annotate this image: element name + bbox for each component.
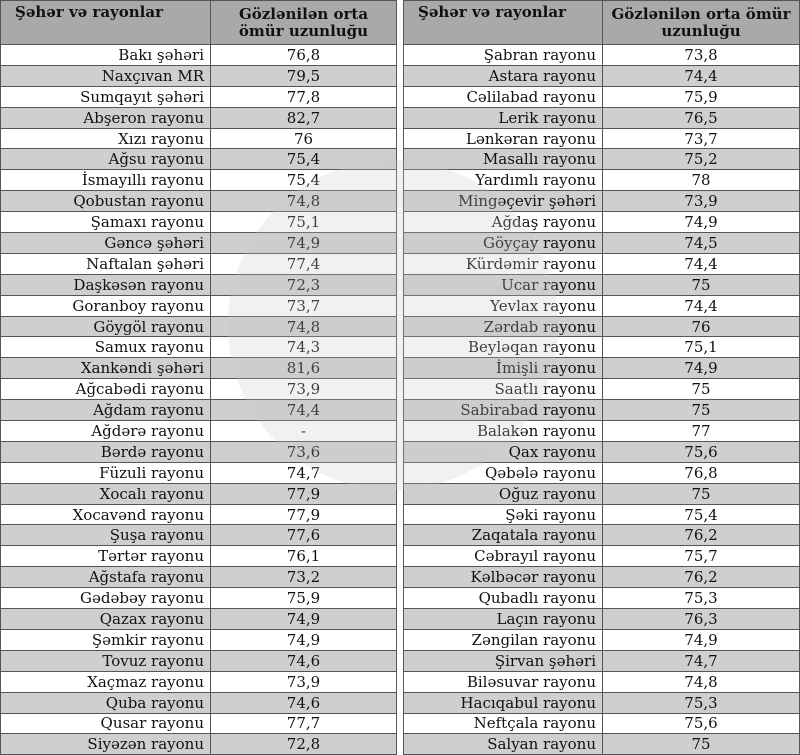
table-row: [1, 358, 397, 379]
region-name: Hacıqabul rayonu: [404, 692, 603, 713]
table-row: [1, 45, 397, 66]
region-name: Qubadlı rayonu: [404, 588, 603, 609]
table-row: [1, 212, 397, 233]
table-row: [1, 170, 397, 191]
region-name: Tovuz rayonu: [1, 650, 211, 671]
table-row: [404, 734, 800, 755]
table-row: [1, 650, 397, 671]
table-row: [1, 274, 397, 295]
region-name: Qazax rayonu: [1, 609, 211, 630]
region-name: Saatlı rayonu: [404, 379, 603, 400]
life-expectancy-value: 74,9: [211, 629, 397, 650]
table-row: [1, 546, 397, 567]
life-expectancy-value: 76: [211, 128, 397, 149]
region-name: Goranboy rayonu: [1, 295, 211, 316]
life-expectancy-value: 74,4: [603, 65, 800, 86]
region-name: Qobustan rayonu: [1, 191, 211, 212]
life-expectancy-value: 72,8: [211, 734, 397, 755]
region-name: Ucar rayonu: [404, 274, 603, 295]
life-expectancy-value: 77,7: [211, 713, 397, 734]
life-expectancy-value: 76,8: [211, 45, 397, 66]
life-expectancy-value: 74,8: [211, 316, 397, 337]
life-expectancy-table-right: [403, 0, 800, 755]
region-name: Qusar rayonu: [1, 713, 211, 734]
header-region: Şəhər və rayonlar: [1, 1, 211, 45]
life-expectancy-value: 75: [603, 400, 800, 421]
header-region: Şəhər və rayonlar: [404, 1, 603, 45]
table-row: [1, 295, 397, 316]
header-life-expectancy: Gözlənilən orta ömür uzunluğu: [211, 1, 397, 45]
life-expectancy-value: 75,6: [603, 441, 800, 462]
life-expectancy-value: 75: [603, 483, 800, 504]
table-row: [404, 337, 800, 358]
region-name: Tərtər rayonu: [1, 546, 211, 567]
table-row: [1, 400, 397, 421]
table-row: [404, 609, 800, 630]
life-expectancy-value: 75,6: [603, 713, 800, 734]
region-name: Naftalan şəhəri: [1, 253, 211, 274]
life-expectancy-value: 73,9: [211, 379, 397, 400]
table-row: [404, 233, 800, 254]
table-row: [1, 588, 397, 609]
table-row: [1, 609, 397, 630]
region-name: Zəngilan rayonu: [404, 629, 603, 650]
header-life-expectancy: Gözlənilən orta ömür uzunluğu: [603, 1, 800, 45]
region-name: Göyçay rayonu: [404, 233, 603, 254]
region-name: Gəncə şəhəri: [1, 233, 211, 254]
life-expectancy-value: 77: [603, 421, 800, 442]
table-row: [404, 358, 800, 379]
table-row: [1, 734, 397, 755]
table-row: [404, 671, 800, 692]
life-expectancy-value: 74,9: [603, 629, 800, 650]
region-name: Sabirabad rayonu: [404, 400, 603, 421]
table-row: [1, 525, 397, 546]
life-expectancy-value: 74,6: [211, 650, 397, 671]
table-row: [404, 212, 800, 233]
region-name: Mingəçevir şəhəri: [404, 191, 603, 212]
life-expectancy-value: 75,4: [211, 170, 397, 191]
region-name: Biləsuvar rayonu: [404, 671, 603, 692]
table-row: [1, 692, 397, 713]
region-name: Xaçmaz rayonu: [1, 671, 211, 692]
region-name: Şəki rayonu: [404, 504, 603, 525]
table-row: [404, 692, 800, 713]
table-row: [404, 274, 800, 295]
region-name: Xocavənd rayonu: [1, 504, 211, 525]
life-expectancy-value: 74,8: [603, 671, 800, 692]
region-name: Şabran rayonu: [404, 45, 603, 66]
table-row: [404, 400, 800, 421]
life-expectancy-value: 76,5: [603, 107, 800, 128]
life-expectancy-value: 74,9: [211, 609, 397, 630]
table-row: [404, 86, 800, 107]
region-name: Şirvan şəhəri: [404, 650, 603, 671]
table-row: [404, 650, 800, 671]
region-name: Siyəzən rayonu: [1, 734, 211, 755]
table-row: [404, 546, 800, 567]
table-row: [1, 379, 397, 400]
region-name: Bakı şəhəri: [1, 45, 211, 66]
region-name: Qəbələ rayonu: [404, 462, 603, 483]
life-expectancy-value: 77,8: [211, 86, 397, 107]
life-expectancy-value: 74,7: [211, 462, 397, 483]
life-expectancy-value: 76,1: [211, 546, 397, 567]
region-name: Sumqayıt şəhəri: [1, 86, 211, 107]
life-expectancy-value: 77,9: [211, 504, 397, 525]
table-row: [1, 567, 397, 588]
table-row: [404, 379, 800, 400]
life-expectancy-value: 79,5: [211, 65, 397, 86]
table-row: [1, 504, 397, 525]
life-expectancy-value: 73,7: [603, 128, 800, 149]
table-row: [404, 128, 800, 149]
region-name: Lənkəran rayonu: [404, 128, 603, 149]
life-expectancy-value: 76: [603, 316, 800, 337]
table-row: [404, 316, 800, 337]
region-name: Xocalı rayonu: [1, 483, 211, 504]
region-name: Ağdərə rayonu: [1, 421, 211, 442]
life-expectancy-value: 73,6: [211, 441, 397, 462]
life-expectancy-value: 75: [603, 274, 800, 295]
table-row: [404, 588, 800, 609]
table-row: [404, 525, 800, 546]
life-expectancy-value: 76,2: [603, 525, 800, 546]
life-expectancy-value: 82,7: [211, 107, 397, 128]
life-expectancy-value: 75,3: [603, 588, 800, 609]
life-expectancy-value: 73,9: [211, 671, 397, 692]
region-name: Zaqatala rayonu: [404, 525, 603, 546]
life-expectancy-value: 75,1: [211, 212, 397, 233]
table-row: [1, 316, 397, 337]
table-row: [1, 421, 397, 442]
table-row: [404, 149, 800, 170]
life-expectancy-value: 74,9: [603, 212, 800, 233]
life-expectancy-value: 73,2: [211, 567, 397, 588]
region-name: Balakən rayonu: [404, 421, 603, 442]
region-name: Ağcabədi rayonu: [1, 379, 211, 400]
life-expectancy-value: 73,9: [603, 191, 800, 212]
region-name: Göygöl rayonu: [1, 316, 211, 337]
region-name: Gədəbəy rayonu: [1, 588, 211, 609]
region-name: Samux rayonu: [1, 337, 211, 358]
life-expectancy-value: 72,3: [211, 274, 397, 295]
region-name: İsmayıllı rayonu: [1, 170, 211, 191]
table-row: [1, 441, 397, 462]
table-row: [1, 191, 397, 212]
life-expectancy-value: 75,7: [603, 546, 800, 567]
region-name: Kürdəmir rayonu: [404, 253, 603, 274]
table-row: [404, 45, 800, 66]
region-name: İmişli rayonu: [404, 358, 603, 379]
region-name: Füzuli rayonu: [1, 462, 211, 483]
life-expectancy-value: 75,9: [211, 588, 397, 609]
life-expectancy-table-left: [0, 0, 397, 755]
region-name: Oğuz rayonu: [404, 483, 603, 504]
life-expectancy-value: 75,1: [603, 337, 800, 358]
life-expectancy-value: 74,3: [211, 337, 397, 358]
life-expectancy-value: 77,6: [211, 525, 397, 546]
life-expectancy-value: 74,4: [211, 400, 397, 421]
region-name: Ağdaş rayonu: [404, 212, 603, 233]
region-name: Ağsu rayonu: [1, 149, 211, 170]
table-row: [1, 337, 397, 358]
region-name: Zərdab rayonu: [404, 316, 603, 337]
header-row: [404, 1, 800, 45]
region-name: Neftçala rayonu: [404, 713, 603, 734]
life-expectancy-value: 74,9: [211, 233, 397, 254]
life-expectancy-value: 77,4: [211, 253, 397, 274]
table-row: [1, 128, 397, 149]
table-row: [404, 191, 800, 212]
region-name: Beyləqan rayonu: [404, 337, 603, 358]
life-expectancy-value: 74,8: [211, 191, 397, 212]
region-name: Naxçıvan MR: [1, 65, 211, 86]
header-row: [1, 1, 397, 45]
table-row: [1, 107, 397, 128]
life-expectancy-value: 73,8: [603, 45, 800, 66]
table-row: [404, 483, 800, 504]
life-expectancy-value: 75,2: [603, 149, 800, 170]
table-row: [404, 441, 800, 462]
life-expectancy-value: 75,3: [603, 692, 800, 713]
region-name: Şəmkir rayonu: [1, 629, 211, 650]
table-row: [1, 253, 397, 274]
table-row: [404, 107, 800, 128]
table-row: [1, 65, 397, 86]
region-name: Ağstafa rayonu: [1, 567, 211, 588]
life-expectancy-value: 76,2: [603, 567, 800, 588]
life-expectancy-value: 76,8: [603, 462, 800, 483]
life-expectancy-value: 78: [603, 170, 800, 191]
region-name: Cəlilabad rayonu: [404, 86, 603, 107]
region-name: Abşeron rayonu: [1, 107, 211, 128]
table-row: [404, 504, 800, 525]
life-expectancy-value: 77,9: [211, 483, 397, 504]
life-expectancy-value: 74,9: [603, 358, 800, 379]
region-name: Masallı rayonu: [404, 149, 603, 170]
table-row: [404, 462, 800, 483]
table-row: [404, 713, 800, 734]
life-expectancy-value: 74,4: [603, 253, 800, 274]
life-expectancy-value: 75,4: [603, 504, 800, 525]
life-expectancy-value: 74,4: [603, 295, 800, 316]
table-row: [404, 421, 800, 442]
table-row: [404, 65, 800, 86]
region-name: Lerik rayonu: [404, 107, 603, 128]
region-name: Xızı rayonu: [1, 128, 211, 149]
table-row: [1, 671, 397, 692]
life-expectancy-value: 81,6: [211, 358, 397, 379]
table-row: [404, 629, 800, 650]
table-row: [1, 86, 397, 107]
region-name: Daşkəsən rayonu: [1, 274, 211, 295]
region-name: Ağdam rayonu: [1, 400, 211, 421]
region-name: Laçın rayonu: [404, 609, 603, 630]
region-name: Qax rayonu: [404, 441, 603, 462]
life-expectancy-value: 75: [603, 734, 800, 755]
life-expectancy-value: 75,9: [603, 86, 800, 107]
life-expectancy-value: 73,7: [211, 295, 397, 316]
region-name: Salyan rayonu: [404, 734, 603, 755]
life-expectancy-value: 74,5: [603, 233, 800, 254]
life-expectancy-value: 76,3: [603, 609, 800, 630]
region-name: Xankəndi şəhəri: [1, 358, 211, 379]
table-row: [404, 567, 800, 588]
region-name: Bərdə rayonu: [1, 441, 211, 462]
table-row: [1, 483, 397, 504]
table-row: [404, 295, 800, 316]
table-row: [1, 713, 397, 734]
life-expectancy-value: 74,7: [603, 650, 800, 671]
region-name: Cəbrayıl rayonu: [404, 546, 603, 567]
table-row: [1, 233, 397, 254]
table-row: [1, 149, 397, 170]
region-name: Şuşa rayonu: [1, 525, 211, 546]
region-name: Quba rayonu: [1, 692, 211, 713]
life-expectancy-value: 75,4: [211, 149, 397, 170]
region-name: Şamaxı rayonu: [1, 212, 211, 233]
table-row: [1, 462, 397, 483]
table-row: [404, 170, 800, 191]
life-expectancy-value: 74,6: [211, 692, 397, 713]
table-row: [404, 253, 800, 274]
life-expectancy-value: 75: [603, 379, 800, 400]
region-name: Astara rayonu: [404, 65, 603, 86]
region-name: Yardımlı rayonu: [404, 170, 603, 191]
region-name: Yevlax rayonu: [404, 295, 603, 316]
life-expectancy-value: -: [211, 421, 397, 442]
table-row: [1, 629, 397, 650]
region-name: Kəlbəcər rayonu: [404, 567, 603, 588]
